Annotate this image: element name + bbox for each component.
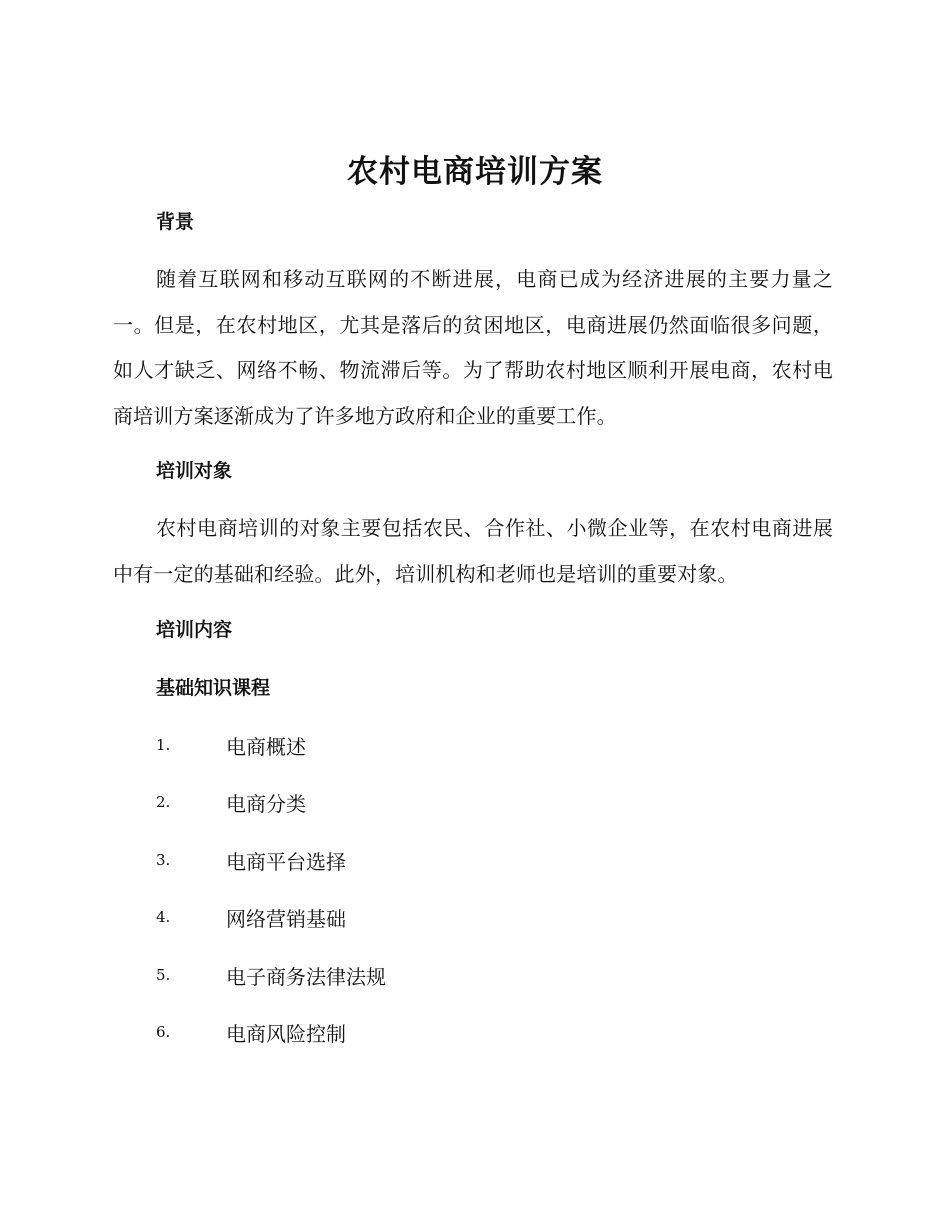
list-item-text: 电商概述 (226, 734, 306, 759)
list-item-number: 2. (156, 793, 171, 811)
list-item (156, 903, 346, 931)
list-item-number: 4. (156, 908, 171, 926)
section-heading-background: 背景 (156, 211, 195, 233)
list-item (156, 961, 386, 989)
list-item-text: 电商风险控制 (226, 1021, 346, 1046)
background-paragraph: 随着互联网和移动互联网的不断进展，电商已成为经济进展的主要力量之一。但是，在农村地区，尤其是落后的贫困地区，电商进展仍然面临很多问题，如人才缺乏、网络不畅、物流滞后等。为了帮助农村地区顺利开展电商，农村电商培训方案逐渐成为了许多地方政府和企业的重要工作。 (113, 267, 833, 429)
list-item-text: 网络营销基础 (226, 906, 346, 931)
section-heading-basic-courses: 基础知识课程 (156, 677, 271, 699)
list-item (156, 1018, 346, 1046)
document-title: 农村电商培训方案 (347, 154, 603, 190)
list-item-text: 电商平台选择 (226, 849, 346, 874)
list-item-number: 6. (156, 1023, 171, 1041)
list-item (156, 731, 306, 759)
list-item-number: 5. (156, 966, 171, 984)
list-item (156, 788, 306, 816)
list-item-text: 电子商务法律法规 (226, 964, 386, 989)
list-item-number: 3. (156, 851, 171, 869)
training-target-paragraph: 农村电商培训的对象主要包括农民、合作社、小微企业等，在农村电商进展中有一定的基础和经验。此外，培训机构和老师也是培训的重要对象。 (113, 516, 833, 586)
list-item (156, 846, 346, 874)
section-heading-training-target: 培训对象 (156, 460, 233, 482)
list-item-text: 电商分类 (226, 791, 306, 816)
list-item-number: 1. (156, 736, 171, 754)
section-heading-training-content: 培训内容 (156, 619, 233, 641)
